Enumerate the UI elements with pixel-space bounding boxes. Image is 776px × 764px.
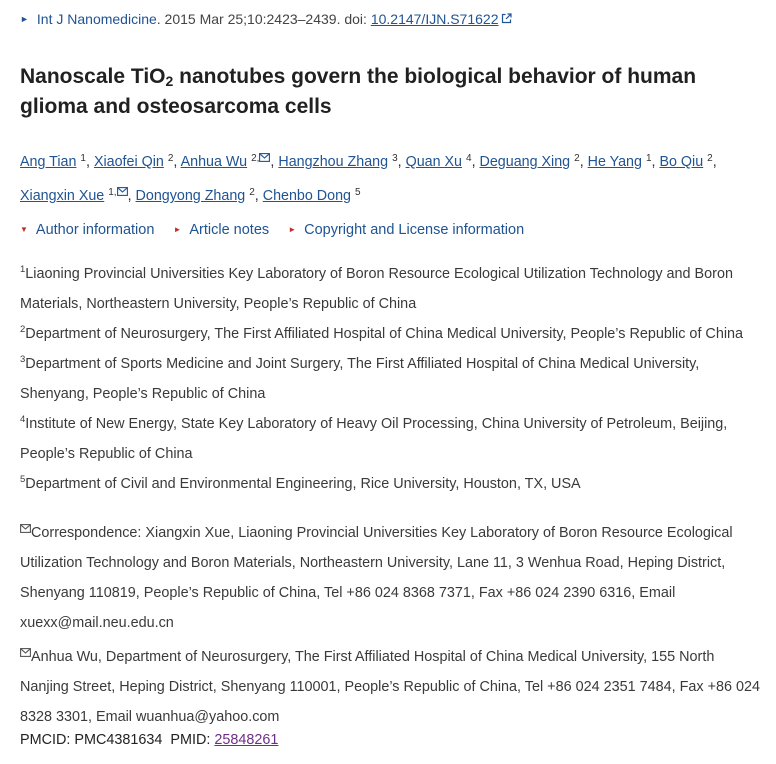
author-affil-number: 4 xyxy=(466,153,472,164)
pmid-link[interactable]: 25848261 xyxy=(214,732,279,748)
envelope-icon xyxy=(20,638,31,668)
triangle-right-icon: ► xyxy=(173,225,182,234)
author-list: Ang Tian $^1$, Xiaofei Qin $^2$, Anhua Wu $^{2,}$ , Hangzhou Zhang $^3$, Quan Xu $^4$, Deguang Xing $^2$, He Yang $^1$, Bo Qiu $^2$, Xiangxin Xue $^{1,}$ , Dongyong Zhang $^2$, Chenbo Dong $^5$ xyxy=(20,143,760,211)
author-link[interactable]: Anhua Wu xyxy=(180,154,248,170)
toggle-article-notes[interactable]: ► Article notes xyxy=(173,222,270,238)
toggle-author-information[interactable]: ▼ Author information xyxy=(20,222,155,238)
doi-link[interactable]: 10.2147/IJN.S71622 xyxy=(370,11,499,27)
info-toggles xyxy=(20,219,539,243)
author-affil-number: 1 xyxy=(80,153,86,164)
author-link[interactable]: Bo Qiu xyxy=(659,154,704,170)
journal-citation-line xyxy=(20,9,512,31)
pmcid-value: PMC4381634 xyxy=(74,732,163,748)
author-affil-number: 2 xyxy=(249,187,255,198)
affiliations xyxy=(20,259,762,499)
pmid-label: PMID: xyxy=(170,732,215,748)
correspondence xyxy=(20,514,762,732)
correspondence-entry: Correspondence: Xiangxin Xue, Liaoning Provincial Universities Key Laboratory of Boron Resource Ecological Utilization Technology and Boron Materials, Northeastern University, Lane 11, 3 Wenhua Road, Heping District, Shenyang 110819, People’s Republic of China, Tel +86 024 8368 7371, Fax +86 024 2390 6316, Email xuexx@mail.neu.edu.cn xyxy=(20,514,762,638)
author-affil-number: 5 xyxy=(354,187,361,198)
author-affil-number: 2 xyxy=(707,153,713,164)
author-link[interactable]: Deguang Xing xyxy=(479,154,571,170)
author-affil-number: 2 xyxy=(574,153,580,164)
affiliation: $^4$Institute of New Energy, State Key Laboratory of Heavy Oil Processing, China University of Petroleum, Beijing, People’s Republic of China xyxy=(20,414,728,462)
envelope-icon xyxy=(20,514,31,544)
author-link[interactable]: Quan Xu xyxy=(405,154,463,170)
triangle-down-icon: ▼ xyxy=(20,225,28,234)
author-affil-number: 3 xyxy=(392,153,398,164)
journal-link[interactable]: Int J Nanomedicine xyxy=(36,11,157,27)
author-link[interactable]: He Yang xyxy=(587,154,642,170)
author-affil-number: 2 xyxy=(167,153,174,164)
envelope-icon[interactable] xyxy=(259,143,270,173)
external-link-icon[interactable] xyxy=(501,9,512,29)
author-link[interactable]: Chenbo Dong xyxy=(262,188,351,204)
author-link[interactable]: Xiaofei Qin xyxy=(93,154,164,170)
envelope-icon[interactable] xyxy=(117,177,128,207)
author-link[interactable]: Ang Tian xyxy=(20,154,77,170)
citation-text: . 2015 Mar 25;10:2423–2439. doi: xyxy=(156,11,371,27)
affiliation: $^3$Department of Sports Medicine and Joint Surgery, The First Affiliated Hospital of China Medical University, Shenyang, People’s Republic of China xyxy=(20,354,700,402)
article-title: Nanoscale TiO$_2$ nanotubes govern the biological behavior of human glioma and osteosarcoma cells xyxy=(20,65,697,118)
toggle-copyright-license[interactable]: ► Copyright and License information xyxy=(288,222,525,238)
author-affil-number: 1, xyxy=(108,187,117,198)
affiliation: $^2$Department of Neurosurgery, The First Affiliated Hospital of China Medical University, People’s Republic of China xyxy=(20,324,744,342)
correspondence-entry: Anhua Wu, Department of Neurosurgery, The First Affiliated Hospital of China Medical University, 155 North Nanjing Street, Heping District, Shenyang 110001, People’s Republic of China, Tel +86 024 2351 7484, Fax +86 024 8328 3301, Email wuanhua@yahoo.com xyxy=(20,638,762,732)
author-affil-number: 1 xyxy=(645,153,652,164)
author-affil-number: 2, xyxy=(251,153,260,164)
triangle-right-icon: ► xyxy=(288,225,297,234)
triangle-right-icon: ► xyxy=(20,14,29,24)
affiliation: $^1$Liaoning Provincial Universities Key Laboratory of Boron Resource Ecological Utilization Technology and Boron Materials, Northeastern University, People’s Republic of China xyxy=(20,264,733,312)
author-link[interactable]: Xiangxin Xue xyxy=(20,188,105,204)
author-link[interactable]: Dongyong Zhang xyxy=(135,188,246,204)
author-link[interactable]: Hangzhou Zhang xyxy=(278,154,389,170)
pmcid-label: PMCID: xyxy=(20,732,75,748)
article-ids xyxy=(20,727,278,753)
affiliation: $^5$Department of Civil and Environmental Engineering, Rice University, Houston, TX, USA xyxy=(20,474,581,492)
